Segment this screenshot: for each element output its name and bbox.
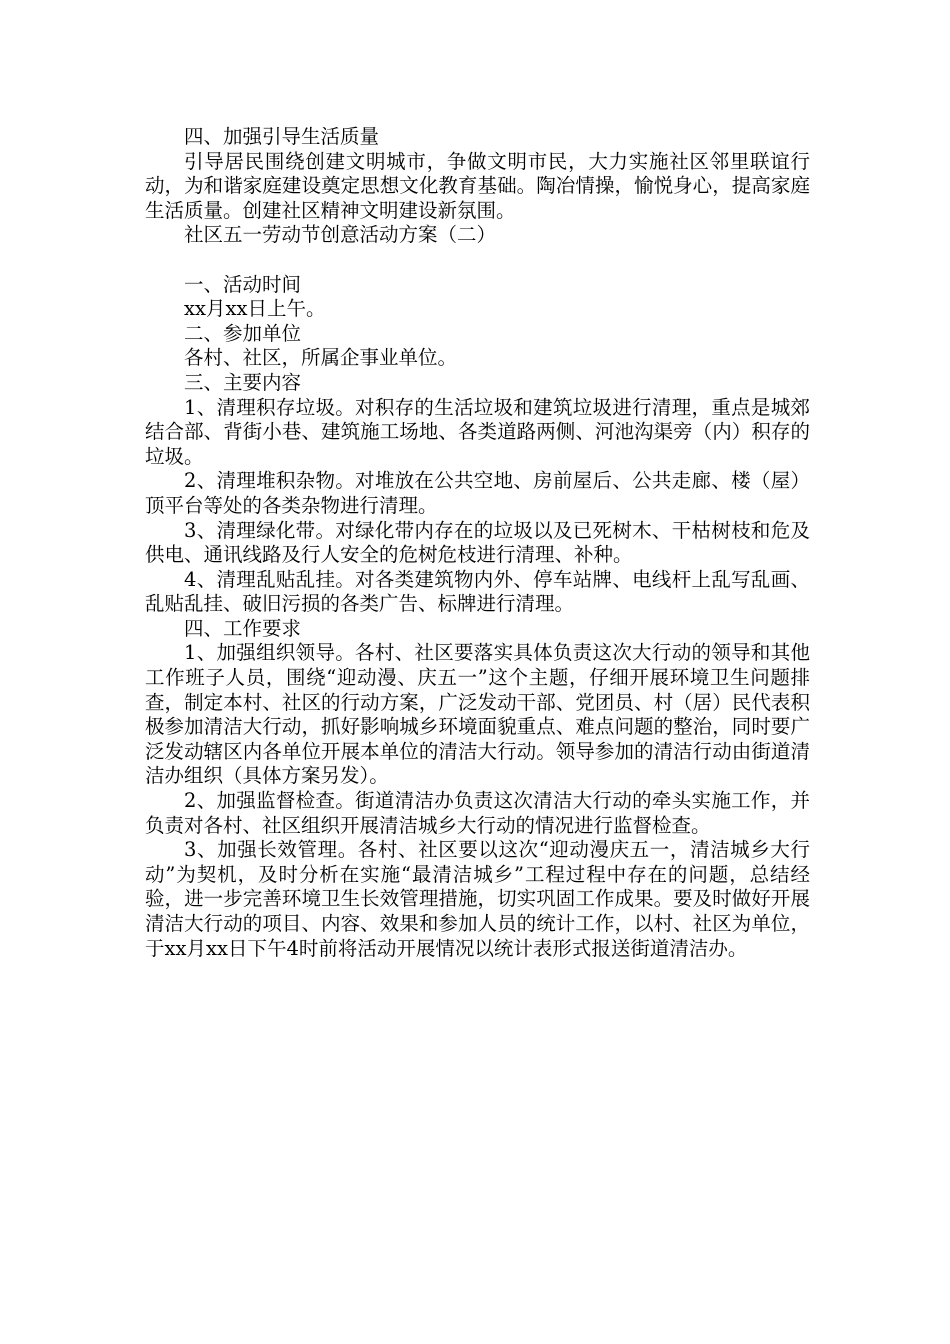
section-heading-main-content: 三、主要内容 <box>184 370 302 394</box>
paragraph-guidance-body: 引导居民围绕创建文明城市，争做文明市民，大力实施社区邻里联谊行动，为和谐家庭建设奠定思想文化教育基础。陶冶情操，愉悦身心，提高家庭生活质量。创建社区精神文明建设新氛围。 <box>145 149 810 222</box>
document-title-part-two: 社区五一劳动节创意活动方案（二） <box>184 223 497 247</box>
paragraph-content-item-3: 3、清理绿化带。对绿化带内存在的垃圾以及已死树木、干枯树枝和危及供电、通讯线路及行人安全的危树危枝进行清理、补种。 <box>145 518 810 567</box>
paragraph-content-item-4: 4、清理乱贴乱挂。对各类建筑物内外、停车站牌、电线杆上乱写乱画、乱贴乱挂、破旧污损的各类广告、标牌进行清理。 <box>145 567 810 616</box>
section-heading-activity-time: 一、活动时间 <box>184 272 302 296</box>
paragraph-activity-time: xx月xx日上午。 <box>184 297 326 321</box>
paragraph-content-item-2: 2、清理堆积杂物。对堆放在公共空地、房前屋后、公共走廊、楼（屋）顶平台等处的各类杂物进行清理。 <box>145 469 810 517</box>
paragraph-content-item-1: 1、清理积存垃圾。对积存的生活垃圾和建筑垃圾进行清理，重点是城郊结合部、背街小巷、建筑施工场地、各类道路两侧、河池沟渠旁（内）积存的垃圾。 <box>145 395 810 468</box>
paragraph-requirement-1: 1、加强组织领导。各村、社区要落实具体负责这次大行动的领导和其他工作班子人员，围绕“迎动漫、庆五一”这个主题，仔细开展环境卫生问题排查，制定本村、社区的行动方案，广泛发动干部、党团员、村（居）民代表积极参加清洁大行动，抓好影响城乡环境面貌重点、难点问题的整治，同时要广泛发动辖区内各单位开展本单位的清洁大行动。领导参加的清洁行动由街道清洁办组织（具体方案另发）。 <box>145 641 810 788</box>
section-heading-requirements: 四、工作要求 <box>184 616 302 640</box>
document-body <box>145 125 810 961</box>
paragraph-requirement-2: 2、加强监督检查。街道清洁办负责这次清洁大行动的牵头实施工作，并负责对各村、社区组织开展清洁城乡大行动的情况进行监督检查。 <box>145 789 810 837</box>
section-heading-guidance: 四、加强引导生活质量 <box>184 125 380 148</box>
paragraph-requirement-3: 3、加强长效管理。各村、社区要以这次“迎动漫庆五一，清洁城乡大行动”为契机，及时分析在实施“最清洁城乡”工程过程中存在的问题，总结经验，进一步完善环境卫生长效管理措施，切实巩固工作成果。要及时做好开展清洁大行动的项目、内容、效果和参加人员的统计工作，以村、社区为单位，于xx月xx日下午4时前将活动开展情况以统计表形式报送街道清洁办。 <box>145 838 810 960</box>
section-heading-participants: 二、参加单位 <box>184 321 302 345</box>
blank-line <box>145 248 810 273</box>
paragraph-participants: 各村、社区，所属企事业单位。 <box>184 346 458 370</box>
